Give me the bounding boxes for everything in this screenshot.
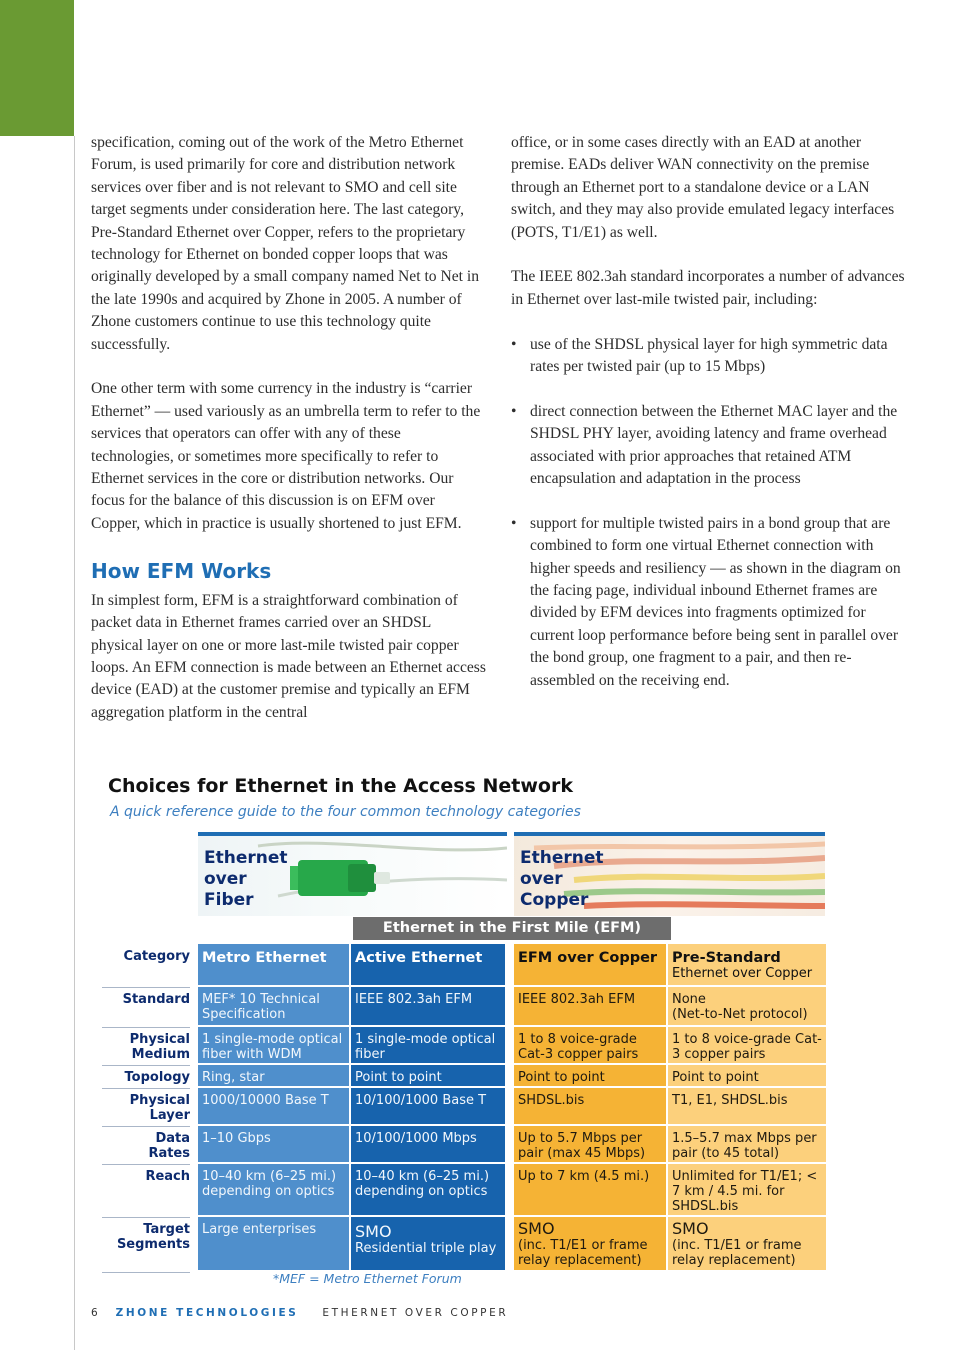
footer-doc-title: ETHERNET OVER COPPER [322, 1307, 509, 1319]
bullet-glyph: • [511, 514, 517, 532]
cell-active [351, 1217, 505, 1272]
body-paragraph: One other term with some currency in the industry is “carrier Ethernet” — used variously as an umbrella term to refer to the services that operators can offer with any of these technologies, or sometimes more specifically to refer to Ethernet services in the core or distribution networks. Our focus for the balance of this discussion is on EFM over Copper, which in practice is usually shortened to just EFM. [91, 380, 481, 532]
cell-active: 1 single-mode optical fiber [351, 1027, 505, 1065]
banner-line: over [204, 869, 247, 889]
segment-name: SMO [518, 1219, 555, 1238]
cell-metro: 1000/10000 Base T [198, 1088, 351, 1126]
bullet-glyph: • [511, 402, 517, 420]
segment-detail: (inc. T1/E1 or frame relay replacement) [518, 1238, 648, 1268]
cell-pre: Unlimited for T1/E1; < 7 km / 4.5 mi. for SHDSL.bis [668, 1164, 826, 1217]
row-label: Physical Medium [102, 1027, 196, 1065]
cell-efm: Up to 7 km (4.5 mi.) [514, 1164, 668, 1217]
left-text-column [91, 132, 486, 747]
body-paragraph: The IEEE 802.3ah standard incorporates a number of advances in Ethernet over last-mile twisted pair, including: [511, 268, 905, 308]
table-row [102, 1027, 828, 1065]
cell-active: 10/100/1000 Base T [351, 1088, 505, 1126]
table-header-row [102, 944, 828, 987]
cell-pre: Point to point [668, 1065, 826, 1088]
row-label: Data Rates [102, 1126, 196, 1164]
cell-active: 10/100/1000 Mbps [351, 1126, 505, 1164]
figure-subtitle: A quick reference guide to the four common technology categories [110, 804, 581, 820]
row-label: Target Segments [102, 1217, 196, 1272]
cell-efm: Up to 5.7 Mbps per pair (max 45 Mbps) [514, 1126, 668, 1164]
copper-banner-label [520, 848, 640, 911]
cell-metro: 10–40 km (6–25 mi.) depending on optics [198, 1164, 351, 1217]
cell-metro: Ring, star [198, 1065, 351, 1088]
fiber-banner [198, 832, 507, 916]
banner-line: Ethernet [204, 848, 288, 868]
list-item [511, 401, 906, 491]
comparison-table [102, 944, 828, 1272]
list-item-text: use of the SHDSL physical layer for high symmetric data rates per twisted pair (up to 15 Mbps) [530, 335, 888, 376]
banner-line: over [520, 869, 563, 889]
segment-detail: (inc. T1/E1 or frame relay replacement) [672, 1238, 802, 1268]
table-body [102, 987, 828, 1217]
banner-line: Ethernet [520, 848, 604, 868]
cell-metro: 1 single-mode optical fiber with WDM [198, 1027, 351, 1065]
list-item-text: direct connection between the Ethernet MAC layer and the SHDSL PHY layer, avoiding latency and frame overhead associated with prior approaches that retained ATM encapsulation and adaptation in the process [530, 402, 898, 488]
cell-efm: IEEE 802.3ah EFM [514, 987, 668, 1027]
cell-efm: SHDSL.bis [514, 1088, 668, 1126]
body-paragraph: office, or in some cases directly with an EAD at another premise. EADs deliver WAN connectivity on the premise through an Ethernet port to a standalone device or a LAN switch, and they may also provide emulated legacy interfaces (POTS, T1/E1) as well. [511, 134, 895, 241]
banner-line: Fiber [204, 890, 254, 910]
table-row [102, 1088, 828, 1126]
copper-banner [514, 832, 825, 916]
efm-group-label: Ethernet in the First Mile (EFM) [353, 917, 671, 940]
cell-active: 10–40 km (6–25 mi.) depending on optics [351, 1164, 505, 1217]
row-label: Topology [102, 1065, 196, 1088]
table-row [102, 1164, 828, 1217]
header-pre-standard-subtitle: Ethernet over Copper [672, 966, 813, 981]
body-paragraph: In simplest form, EFM is a straightforward combination of packet data in Ethernet frames carried over an SHDSL physical layer on one or more last-mile twisted pair copper loops. An EFM connection is made between an Ethernet access device (EAD) at the customer premise and typically an EFM aggregation platform in the central [91, 591, 486, 721]
page-footer [91, 1307, 508, 1319]
header-category: Category [102, 944, 196, 987]
figure-title: Choices for Ethernet in the Access Network [108, 775, 573, 797]
fiber-banner-label [204, 848, 324, 911]
cell-pre: None (Net-to-Net protocol) [668, 987, 826, 1027]
green-corner-tab [0, 0, 74, 136]
segment-name: SMO [355, 1222, 392, 1241]
table-row [102, 987, 828, 1027]
cell-active: Point to point [351, 1065, 505, 1088]
right-text-column [511, 132, 906, 714]
header-metro-ethernet: Metro Ethernet [198, 944, 351, 987]
cell-efm [514, 1217, 668, 1272]
segment-name: SMO [672, 1219, 709, 1238]
table-footnote: *MEF = Metro Ethernet Forum [273, 1271, 462, 1286]
list-item [511, 334, 906, 379]
table-row [102, 1065, 828, 1088]
cell-pre: 1 to 8 voice-grade Cat-3 copper pairs [668, 1027, 826, 1065]
header-pre-standard [668, 944, 826, 987]
row-label: Reach [102, 1164, 196, 1217]
list-item-text: support for multiple twisted pairs in a bond group that are combined to form one virtual Ethernet connection with higher speeds and resiliency — as shown in the diagram on the facing page, individual inbound Ethernet frames are divided by EFM devices into fragments optimized for current loop performance before being sent in parallel over the bond group, one fragment to a pair, and then re-assembled on the receiving end. [530, 514, 901, 689]
cell-metro: MEF* 10 Technical Specification [198, 987, 351, 1027]
cell-pre [668, 1217, 826, 1272]
table-row-target-segments [102, 1217, 828, 1272]
cell-efm: Point to point [514, 1065, 668, 1088]
bullet-glyph: • [511, 335, 517, 353]
list-item [511, 513, 906, 692]
body-paragraph: specification, coming out of the work of the Metro Ethernet Forum, is used primarily for core and distribution network services over fiber and is not relevant to SMO and cell site target segments under consideration here. The last category, Pre-Standard Ethernet over Copper, refers to the proprietary technology for Ethernet on bonded copper loops that was originally developed by a small company named Net to Net in the late 1990s and acquired by Zhone in 2005. A number of Zhone customers continue to use this technology quite successfully. [91, 134, 480, 353]
cell-pre: T1, E1, SHDSL.bis [668, 1088, 826, 1126]
cell-metro: 1–10 Gbps [198, 1126, 351, 1164]
cell-metro: Large enterprises [198, 1217, 351, 1272]
cell-efm: 1 to 8 voice-grade Cat-3 copper pairs [514, 1027, 668, 1065]
cell-pre: 1.5–5.7 max Mbps per pair (to 45 total) [668, 1126, 826, 1164]
footer-brand: ZHONE TECHNOLOGIES [115, 1307, 299, 1319]
feature-list [511, 334, 906, 692]
header-active-ethernet: Active Ethernet [351, 944, 505, 987]
banner-line: Copper [520, 890, 589, 910]
margin-rule [74, 136, 75, 1350]
header-efm-over-copper: EFM over Copper [514, 944, 668, 987]
row-label: Standard [102, 987, 196, 1027]
segment-detail: Residential triple play [355, 1241, 497, 1256]
row-label: Physical Layer [102, 1088, 196, 1126]
table-row [102, 1126, 828, 1164]
section-heading: How EFM Works [91, 558, 272, 583]
cell-active: IEEE 802.3ah EFM [351, 987, 505, 1027]
page-number: 6 [91, 1307, 98, 1319]
header-pre-standard-title: Pre-Standard [672, 950, 781, 966]
